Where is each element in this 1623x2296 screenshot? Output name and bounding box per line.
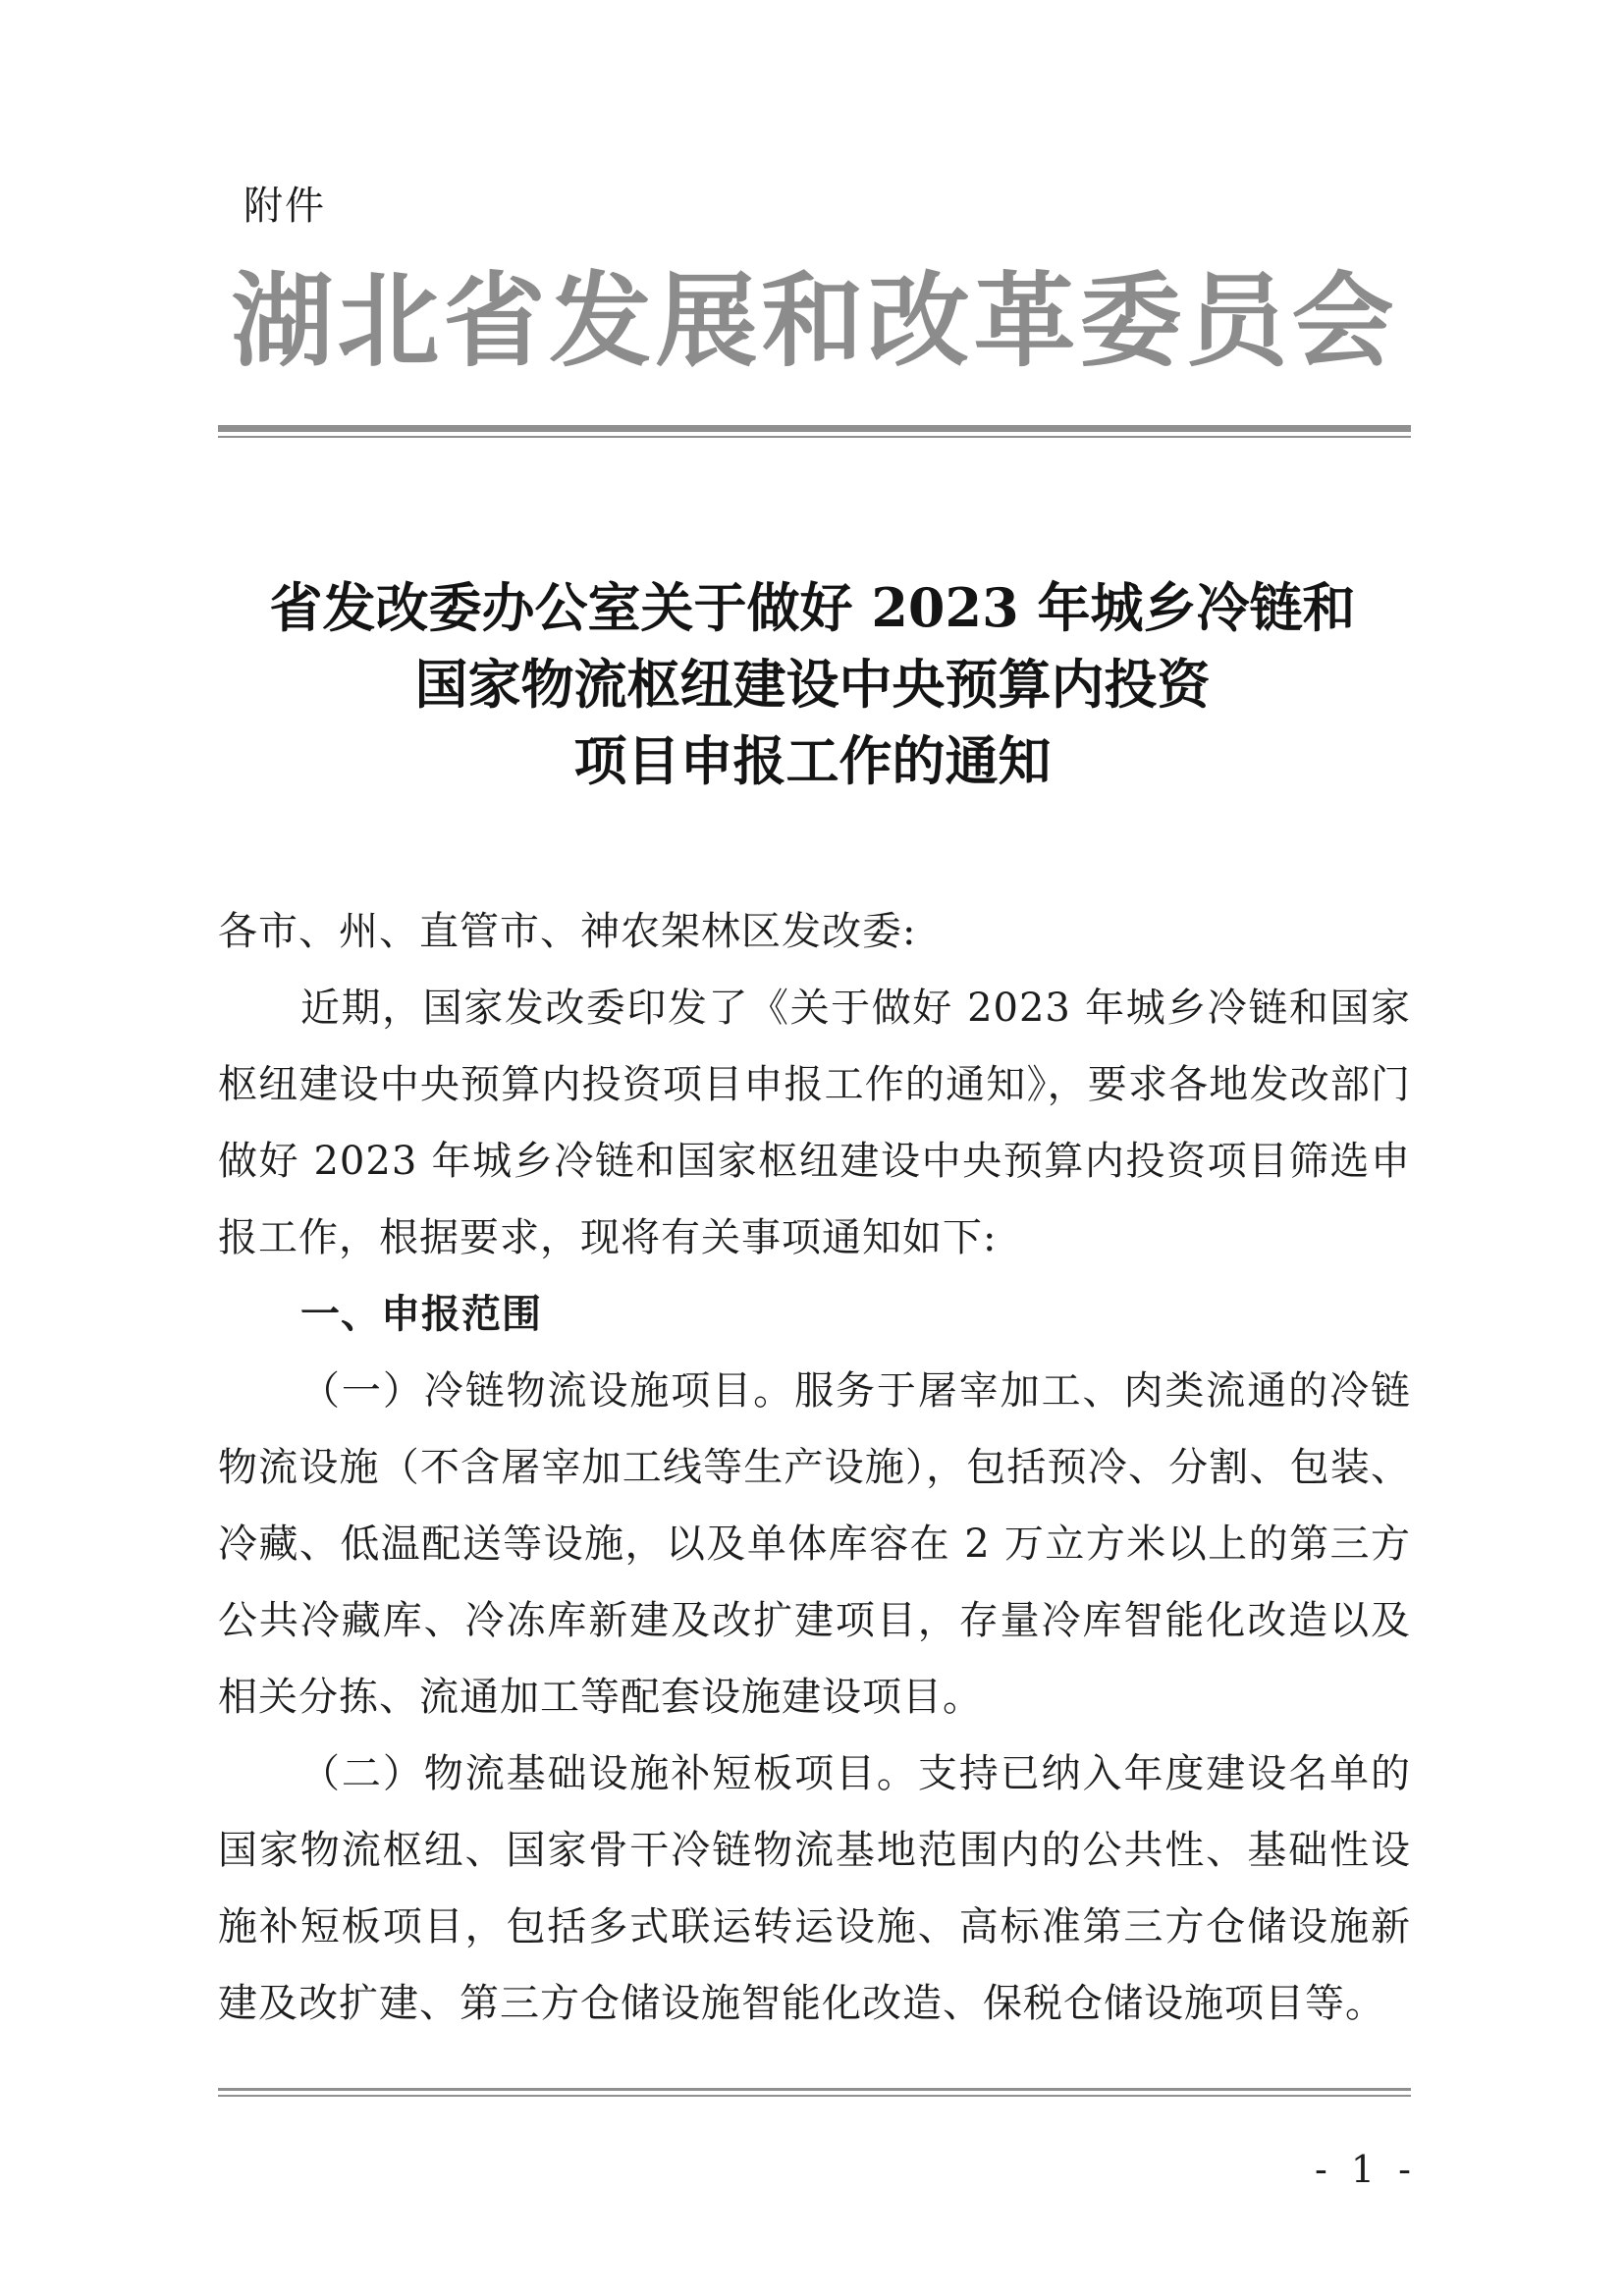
- salutation: 各市、州、直管市、神农架林区发改委:: [218, 909, 917, 954]
- title-line-2: 国家物流枢纽建设中央预算内投资: [414, 653, 1211, 716]
- title-line-1: 省发改委办公室关于做好 2023 年城乡冷链和: [269, 576, 1356, 639]
- attachment-label: 附件: [243, 184, 326, 229]
- footer-divider: [218, 2088, 1411, 2097]
- page-number: - 1 -: [1314, 2148, 1417, 2191]
- item-paragraph-1: （一）冷链物流设施项目。服务于屠宰加工、肉类流通的冷链物流设施（不含屠宰加工线等生产设施），包括预冷、分割、包装、冷藏、低温配送等设施，以及单体库容在 2 万立方米以上的第三方公共冷藏库、冷冻库新建及改扩建项目，存量冷库智能化改造以及相关分拣、流通加工等配套设施建设项目。: [218, 1368, 1411, 1720]
- document-body: [218, 893, 1411, 2042]
- title-line-3: 项目申报工作的通知: [573, 729, 1052, 792]
- document-title: [177, 569, 1448, 799]
- letterhead-title: 湖北省发展和改革委员会: [231, 260, 1398, 381]
- section-heading: 一、申报范围: [300, 1292, 542, 1337]
- letterhead-divider: [218, 425, 1411, 438]
- item-paragraph-2: （二）物流基础设施补短板项目。支持已纳入年度建设名单的国家物流枢纽、国家骨干冷链物流基地范围内的公共性、基础性设施补短板项目，包括多式联运转运设施、高标准第三方仓储设施新建及改扩建、第三方仓储设施智能化改造、保税仓储设施项目等。: [218, 1751, 1411, 2026]
- intro-paragraph: 近期，国家发改委印发了《关于做好 2023 年城乡冷链和国家枢纽建设中央预算内投资项目申报工作的通知》，要求各地发改部门做好 2023 年城乡冷链和国家枢纽建设中央预算内投资项目筛选申报工作，根据要求，现将有关事项通知如下:: [218, 986, 1411, 1260]
